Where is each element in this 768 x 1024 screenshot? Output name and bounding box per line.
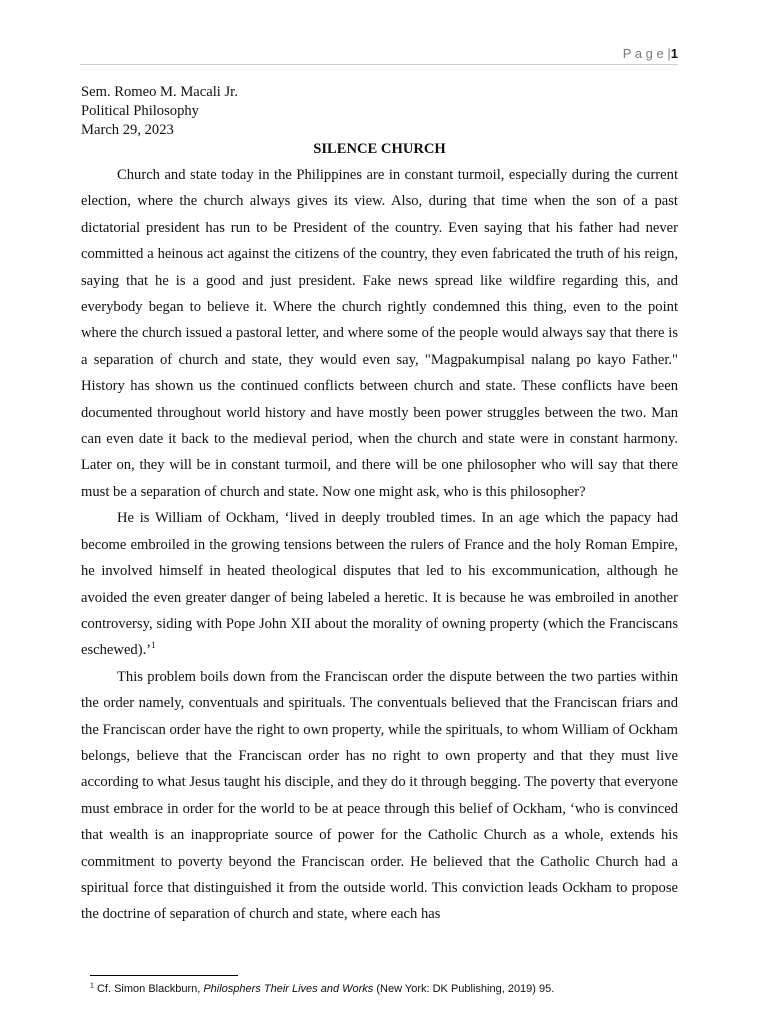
footnote-prefix: Cf. Simon Blackburn, xyxy=(96,983,204,995)
paragraph-text: He is William of Ockham, ‘lived in deeply troubled times. In an age which the papacy had become embroiled in the growing tensions between the rulers of France and the holy Roman Empire, he involved himself in heated theological disputes that led to his excommunication, although he avoided the even greater danger of being labeled a heretic. It is because he was embroiled in another controversy, siding with Pope John XII about the morality of owning property (which the Franciscans eschewed).’ xyxy=(81,510,678,659)
document-date: March 29, 2023 xyxy=(81,122,174,138)
page-label: P a g e xyxy=(622,46,664,61)
footnote-book-title: Philosphers Their Lives and Works xyxy=(203,983,374,995)
footnote-number: 1 xyxy=(90,982,94,990)
footnote-divider xyxy=(90,975,238,976)
paragraph xyxy=(81,505,678,663)
page-header xyxy=(80,44,678,65)
footnote-suffix: (New York: DK Publishing, 2019) 95. xyxy=(373,983,555,995)
paragraph: Church and state today in the Philippines are in constant turmoil, especially during the current election, where the church always gives its view. Also, during that time when the son of a past dictatorial president has run to be President of the country. Even saying that his father had never committed a heinous act against the citizens of the country, they even fabricated the truth of his reign, saying that he is a good and just president. Fake news spread like wildfire regarding this, and everybody began to believe it. Where the church rightly condemned this thing, even to the point where the church issued a pastoral letter, and where some of the people would always say that there is a separation of church and state, they would even say, "Magpakumpisal nalang po kayo Father." History has shown us the continued conflicts between church and state. These conflicts have been documented throughout world history and have mostly been power struggles between the two. Man can even date it back to the medieval period, when the church and state were in constant harmony. Later on, they will be in constant turmoil, and there will be one philosopher who will say that there must be a separation of church and state. Now one might ask, who is this philosopher? xyxy=(81,167,678,500)
course-name: Political Philosophy xyxy=(81,103,199,119)
document-title: SILENCE CHURCH xyxy=(313,141,446,157)
paragraph: This problem boils down from the Franciscan order the dispute between the two parties within the order namely, conventuals and spirituals. The conventuals believed that the Franciscan friars and the Franciscan order have the right to own property, while the spirituals, to whom William of Ockham belongs, believe that the Franciscan order has no right to own property and that they must live according to what Jesus taught his disciple, and they do it through begging. The poverty that everyone must embrace in order for the world to be at peace through this belief of Ockham, ‘who is convinced that wealth is an inappropriate source of power for the Catholic Church as a whole, extends his commitment to poverty beyond the Franciscan order. He believed that the Catholic Church had a spiritual force that distinguished it from the outside world. This conviction leads Ockham to propose the doctrine of separation of church and state, where each has xyxy=(81,668,678,923)
footnote xyxy=(90,982,690,996)
footnote-marker: 1 xyxy=(151,640,156,651)
author-name: Sem. Romeo M. Macali Jr. xyxy=(81,84,238,100)
document-body xyxy=(81,83,678,928)
page-separator: | xyxy=(667,46,671,61)
page-number: 1 xyxy=(670,46,678,61)
